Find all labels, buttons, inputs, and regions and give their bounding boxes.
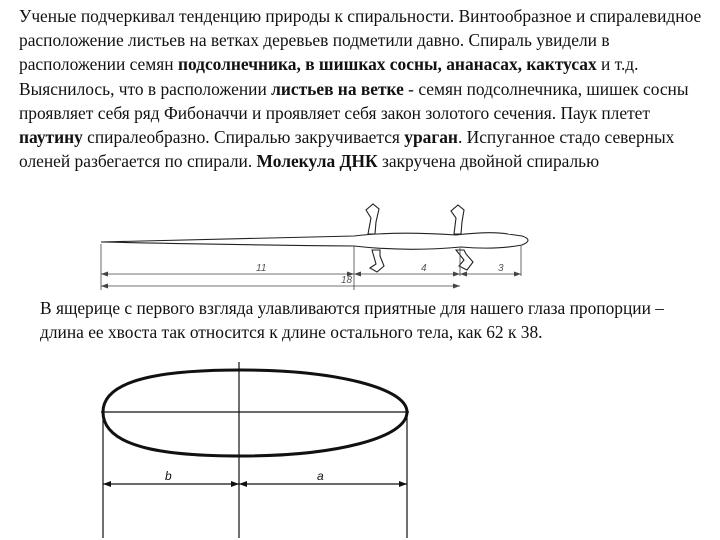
text-segment: Ученые подчеркивал тенденцию природы к спиральности. Винтообразное и спиралевидное расположение листьев на ветках деревьев подметили давно. Спираль увидели в расположении семян xyxy=(19,6,702,75)
total-length-label: 18 xyxy=(341,275,353,286)
text-segment: - семян подсолнечника, шишек сосны проявляет себя ряд Фибоначчи и проявляет себя закон золотого сечения. Паук плетет xyxy=(19,78,689,123)
intro-paragraph xyxy=(19,4,709,173)
egg-ellipse xyxy=(103,370,407,456)
lizard-caption: В ящерице с первого взгляда улавливаются приятные для нашего глаза пропорции – длина ее хвоста так относится к длине остального тела, как 62 к 38. xyxy=(40,298,664,343)
lizard-diagram xyxy=(96,198,546,294)
label-a: a xyxy=(317,469,324,483)
text-segment: . Испуганное стадо северных оленей разбегается по спирали. xyxy=(19,127,675,172)
text-segment: спиралеобразно. Спиралью закручивается xyxy=(82,127,405,148)
bold-segment: подсолнечника, в шишках сосны, ананасах, кактусах xyxy=(177,54,597,75)
label-b: b xyxy=(165,469,172,483)
bold-segment: паутину xyxy=(19,127,83,148)
lizard-outline xyxy=(101,204,528,272)
text-segment: закручена двойной спиралью xyxy=(377,151,600,172)
egg-diagram xyxy=(95,362,425,540)
bold-segment: Молекула ДНК xyxy=(256,151,378,172)
bold-segment: листьев на ветке xyxy=(271,78,404,99)
text-segment: и т.д. Выяснилось, что в расположении xyxy=(19,54,639,99)
body-length-label: 4 xyxy=(421,263,427,274)
head-length-label: 3 xyxy=(498,263,504,274)
bold-segment: ураган xyxy=(404,127,458,148)
tail-length-label: 11 xyxy=(256,263,267,274)
